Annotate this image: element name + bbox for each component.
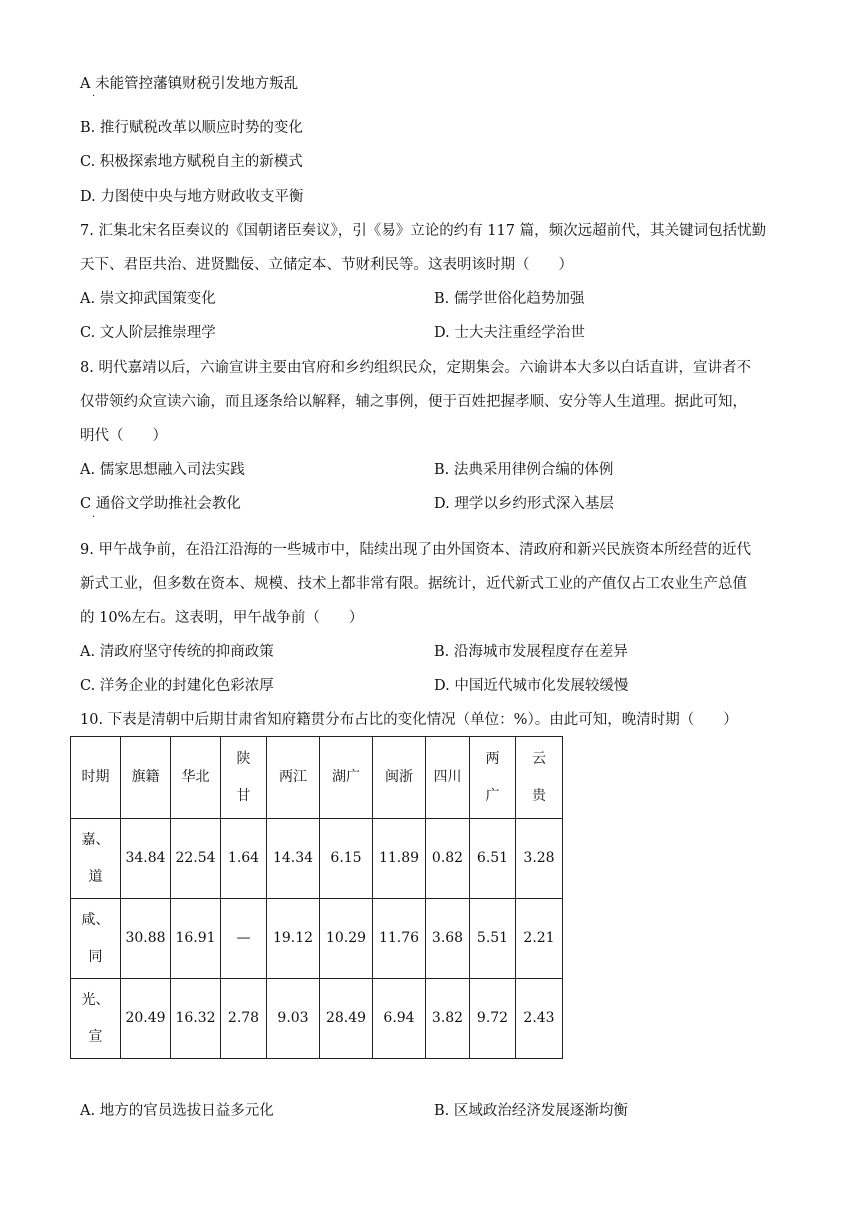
table-row (71, 819, 563, 899)
header-minzhe: 闽浙 (373, 737, 426, 819)
table-cell: — (221, 899, 267, 979)
table-cell: 5.51 (470, 899, 516, 979)
header-period: 时期 (71, 737, 121, 819)
q6-option-c: C. 积极探索地方赋税自主的新模式 (80, 154, 303, 170)
table-cell: 9.03 (267, 979, 320, 1059)
q6-option-b: B. 推行赋税改革以顺应时势的变化 (80, 120, 303, 136)
q9-option-b: B. 沿海城市发展程度存在差异 (434, 644, 628, 660)
q9-stem-line3: 的 10%左右。这表明，甲午战争前（ ） (80, 610, 364, 626)
table-cell: 22.54 (171, 819, 221, 899)
table-cell-period: 咸、 同 (71, 899, 121, 979)
table-cell: 20.49 (121, 979, 171, 1059)
q10-option-b: B. 区域政治经济发展逐渐均衡 (434, 1103, 628, 1119)
table-cell: 2.21 (516, 899, 563, 979)
table-cell: 1.64 (221, 819, 267, 899)
table-cell: 34.84 (121, 819, 171, 899)
q7-stem-line2: 天下、君臣共治、进贤黜佞、立储定本、节财利民等。这表明该时期（ ） (80, 257, 573, 273)
header-liangjiang: 两江 (267, 737, 320, 819)
q8-option-d: D. 理学以乡约形式深入基层 (434, 496, 614, 512)
table-cell: 16.91 (171, 899, 221, 979)
q9-option-a: A. 清政府坚守传统的抑商政策 (80, 644, 274, 660)
dot-mark: · (92, 512, 96, 523)
q7-option-c: C. 文人阶层推崇理学 (80, 325, 216, 341)
q8-option-c: C 通俗文学助推社会教化 (80, 496, 241, 512)
table-cell: 11.76 (373, 899, 426, 979)
table-header-row (71, 737, 563, 819)
header-banner: 旗籍 (121, 737, 171, 819)
header-shaan-gan: 陕 甘 (221, 737, 267, 819)
table-cell: 3.28 (516, 819, 563, 899)
q10-option-a: A. 地方的官员选拔日益多元化 (80, 1103, 274, 1119)
q9-stem-line2: 新式工业，但多数在资本、规模、技术上都非常有限。据统计，近代新式工业的产值仅占工农业生产总值 (80, 576, 747, 592)
table-cell: 28.49 (320, 979, 373, 1059)
table-row (71, 899, 563, 979)
q10-stem: 10. 下表是清朝中后期甘肃省知府籍贯分布占比的变化情况（单位：%）。由此可知，晚清时期（ ） (80, 712, 738, 728)
header-liangguang: 两 广 (470, 737, 516, 819)
q7-option-d: D. 士大夫注重经学治世 (434, 325, 585, 341)
table-cell: 10.29 (320, 899, 373, 979)
header-sichuan: 四川 (426, 737, 470, 819)
header-north-china: 华北 (171, 737, 221, 819)
q7-stem-line1: 7. 汇集北宋名臣奏议的《国朝诸臣奏议》，引《易》立论的约有 117 篇，频次远超前代，其关键词包括忧勤 (80, 223, 767, 239)
table-row (71, 979, 563, 1059)
table-cell: 9.72 (470, 979, 516, 1059)
table-cell: 19.12 (267, 899, 320, 979)
table-cell: 2.43 (516, 979, 563, 1059)
header-yungui: 云 贵 (516, 737, 563, 819)
table-cell-period: 光、 宣 (71, 979, 121, 1059)
q9-option-d: D. 中国近代城市化发展较缓慢 (434, 678, 629, 694)
table-cell: 6.15 (320, 819, 373, 899)
table-cell: 0.82 (426, 819, 470, 899)
q8-stem-line2: 仅带领约众宣读六谕，而且逐条给以解释，辅之事例，便于百姓把握孝顺、安分等人生道理。据此可知， (80, 394, 747, 410)
q8-stem-line3: 明代（ ） (80, 428, 167, 444)
header-huguang: 湖广 (320, 737, 373, 819)
q9-option-c: C. 洋务企业的封建化色彩浓厚 (80, 678, 274, 694)
q6-option-a: A 未能管控藩镇财税引发地方叛乱 (80, 76, 299, 92)
table-cell: 3.82 (426, 979, 470, 1059)
q6-option-d: D. 力图使中央与地方财政收支平衡 (80, 189, 304, 205)
table-cell: 2.78 (221, 979, 267, 1059)
table-cell: 16.32 (171, 979, 221, 1059)
q8-option-b: B. 法典采用律例合编的体例 (434, 462, 614, 478)
table-cell: 30.88 (121, 899, 171, 979)
table-cell: 11.89 (373, 819, 426, 899)
table-cell-period: 嘉、 道 (71, 819, 121, 899)
q8-stem-line1: 8. 明代嘉靖以后，六谕宣讲主要由官府和乡约组织民众，定期集会。六谕讲本大多以白话直讲，宣讲者不 (80, 360, 751, 376)
q7-option-a: A. 崇文抑武国策变化 (80, 291, 216, 307)
table-cell: 6.94 (373, 979, 426, 1059)
table-cell: 14.34 (267, 819, 320, 899)
q9-stem-line1: 9. 甲午战争前，在沿江沿海的一些城市中，陆续出现了由外国资本、清政府和新兴民族资本所经营的近代 (80, 542, 751, 558)
table-cell: 6.51 (470, 819, 516, 899)
q8-option-a: A. 儒家思想融入司法实践 (80, 462, 245, 478)
table-cell: 3.68 (426, 899, 470, 979)
q10-data-table (70, 736, 563, 1059)
q7-option-b: B. 儒学世俗化趋势加强 (434, 291, 585, 307)
dot-mark: · (92, 91, 96, 102)
